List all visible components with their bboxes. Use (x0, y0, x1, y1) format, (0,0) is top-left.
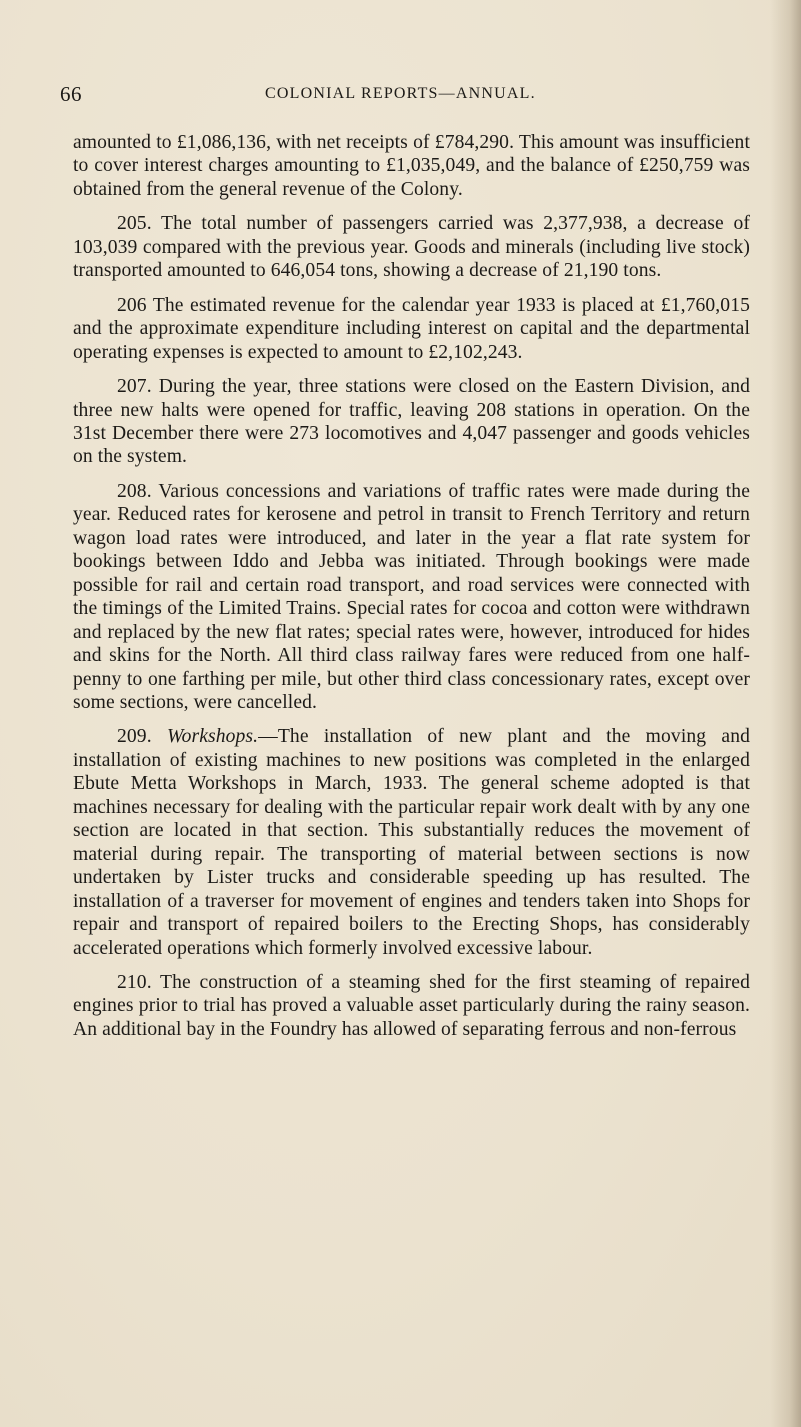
paragraph-206 (73, 294, 750, 364)
paragraph-text: The total number of passengers carried was 2,377,938, a decrease of 103,039 compared with the previous year. Goods and minerals (including live stock) transported amounted to 646,054 tons, showing a decrease of 21,190 tons. (73, 213, 750, 282)
running-head: COLONIAL REPORTS—ANNUAL. (265, 85, 536, 102)
page-number: 66 (60, 82, 82, 106)
paragraph-number: 208. (117, 480, 152, 502)
body-text (73, 131, 750, 1052)
paragraph-text: —The installation of new plant and the moving and installation of existing machines to new positions was completed in the enlarged Ebute Metta Workshops in March, 1933. The general scheme adopted is that machines necessary for dealing with the particular repair work dealt with by any one section are located in that section. This substantially reduces the movement of material during repair. The transporting of material between sections is now undertaken by Lister trucks and considerable speeding up has resulted. The installation of a traverser for movement of engines and tenders taken into Shops for repair and transport of repaired boilers to the Erecting Shops, has considerably accelerated operations which formerly involved excessive labour. (73, 726, 751, 959)
page-header (60, 82, 750, 106)
paragraph-209 (73, 725, 750, 960)
paragraph-number: 205. (117, 213, 152, 235)
paragraph-207 (73, 375, 750, 469)
paragraph-continuation (73, 131, 750, 201)
paragraph-heading: Workshops. (166, 726, 259, 748)
paragraph-number: 207. (117, 376, 152, 398)
paragraph-205 (73, 212, 750, 282)
paragraph-210 (73, 971, 750, 1041)
paragraph-text: During the year, three stations were closed on the Eastern Division, and three new halts were opened for traffic, leaving 208 stations in operation. On the 31st December there were 273 locomotives and 4,047 passenger and goods vehicles on the system. (73, 376, 751, 468)
paragraph-number: 209. (117, 726, 152, 748)
paragraph-text: The estimated revenue for the calendar year 1933 is placed at £1,760,015 and the approximate expenditure including interest on capital and the departmental operating expenses is expected to amount to £2,102,243. (73, 294, 750, 363)
paragraph-number: 206 (117, 294, 147, 316)
paragraph-208 (73, 480, 750, 715)
paragraph-number: 210. (117, 971, 152, 993)
paragraph-text: The construction of a steaming shed for the first steaming of repaired engines prior to trial has proved a valuable asset particularly during the rainy season. An additional bay in the Foundry has allowed of separating ferrous and non-ferrous (73, 971, 750, 1040)
paragraph-text: amounted to £1,086,136, with net receipts of £784,290. This amount was insufficient to cover interest charges amounting to £1,035,049, and the balance of £250,759 was obtained from the general revenue of the Colony. (73, 132, 750, 200)
paragraph-text: Various concessions and variations of traffic rates were made during the year. Reduced rates for kerosene and petrol in transit to French Territory and return wagon load rates were introduced, and later in the year a flat rate system for bookings between Iddo and Jebba was initiated. Through bookings were made possible for rail and certain road transport, and road services were connected with the timings of the Limited Trains. Special rates for cocoa and cotton were withdrawn and replaced by the new flat rates; special rates were, however, introduced for hides and skins for the North. All third class railway fares were reduced from one half-penny to one farthing per mile, but other third class concessionary rates, except over some sections, were cancelled. (73, 480, 750, 713)
